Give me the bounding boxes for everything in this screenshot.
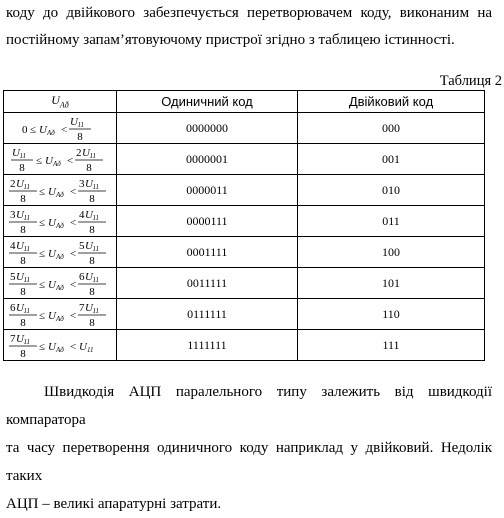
svg-text:11: 11: [19, 151, 26, 160]
svg-text:8: 8: [20, 316, 26, 329]
svg-text:<: <: [67, 154, 74, 167]
binary-code-cell: 001: [298, 144, 485, 175]
table-row: [4, 268, 485, 299]
svg-text:4: 4: [10, 239, 16, 252]
svg-text:8: 8: [89, 254, 95, 267]
svg-text:11: 11: [77, 120, 84, 129]
svg-text:U: U: [70, 115, 78, 128]
svg-text:11: 11: [89, 151, 96, 160]
svg-text:8: 8: [20, 347, 26, 360]
intro-line-2: постійному запам’ятовуючому пристрої згідно з таблицею істинності.: [6, 32, 455, 48]
binary-code-cell: 100: [298, 237, 485, 268]
table-row: [4, 144, 485, 175]
svg-text:8: 8: [20, 192, 26, 205]
svg-text:U: U: [48, 216, 56, 229]
header-input-voltage: $U_{Аð}$: [4, 91, 117, 113]
binary-code-cell: 111: [298, 330, 485, 361]
svg-text:4: 4: [79, 208, 85, 221]
svg-text:≤: ≤: [39, 340, 46, 353]
svg-text:2: 2: [76, 146, 82, 159]
table-row: [4, 237, 485, 268]
svg-text:U: U: [16, 177, 24, 190]
unary-code-cell: 0011111: [117, 268, 298, 299]
voltage-range-cell: [4, 175, 117, 206]
svg-text:U: U: [85, 239, 93, 252]
table-caption: Таблиця 2: [439, 73, 502, 89]
unary-code-cell: 0111111: [117, 299, 298, 330]
svg-text:≤: ≤: [39, 216, 46, 229]
table-row: [4, 113, 485, 144]
svg-text:<: <: [61, 123, 68, 136]
svg-text:11: 11: [23, 182, 30, 191]
header-unary-code: Одиничний код: [117, 91, 298, 113]
svg-text:U: U: [85, 208, 93, 221]
svg-text:11: 11: [23, 244, 30, 253]
svg-text:U: U: [85, 270, 93, 283]
svg-text:≤: ≤: [39, 247, 46, 260]
svg-text:8: 8: [89, 316, 95, 329]
svg-text:U: U: [45, 154, 53, 167]
binary-code-cell: 000: [298, 113, 485, 144]
svg-text:<: <: [70, 247, 77, 260]
svg-text:≤: ≤: [39, 278, 46, 291]
svg-text:≤: ≤: [39, 185, 46, 198]
svg-text:2: 2: [10, 177, 16, 190]
svg-text:8: 8: [89, 223, 95, 236]
svg-text:11: 11: [23, 337, 30, 346]
svg-text:11: 11: [23, 306, 30, 315]
svg-text:Аð: Аð: [56, 314, 64, 323]
intro-paragraph: [6, 0, 492, 54]
svg-text:7: 7: [10, 332, 16, 345]
svg-text:<: <: [70, 216, 77, 229]
svg-text:≤: ≤: [30, 123, 37, 136]
voltage-range-cell: [4, 206, 117, 237]
svg-text:U: U: [48, 340, 56, 353]
svg-text:11: 11: [23, 213, 30, 222]
svg-text:Аð: Аð: [56, 190, 64, 199]
svg-text:Аð: Аð: [56, 221, 64, 230]
svg-text:7: 7: [79, 301, 85, 314]
svg-text:Аð: Аð: [56, 283, 64, 292]
truth-table: [3, 90, 485, 361]
svg-text:11: 11: [87, 345, 94, 354]
svg-text:≤: ≤: [39, 309, 46, 322]
svg-text:8: 8: [20, 285, 26, 298]
binary-code-cell: 101: [298, 268, 485, 299]
svg-text:U: U: [48, 309, 56, 322]
table-row: [4, 299, 485, 330]
svg-text:U: U: [48, 185, 56, 198]
header-binary-code: Двійковий код: [298, 91, 485, 113]
table-row: [4, 330, 485, 361]
svg-text:3: 3: [79, 177, 85, 190]
svg-text:U: U: [48, 278, 56, 291]
svg-text:<: <: [70, 185, 77, 198]
svg-text:U: U: [12, 146, 20, 159]
svg-text:5: 5: [79, 239, 85, 252]
svg-text:U: U: [16, 239, 24, 252]
svg-text:Аð: Аð: [47, 128, 55, 137]
svg-text:11: 11: [23, 275, 30, 284]
svg-text:8: 8: [20, 254, 26, 267]
voltage-range-cell: [4, 144, 117, 175]
unary-code-cell: 0000000: [117, 113, 298, 144]
svg-text:8: 8: [86, 161, 92, 174]
svg-text:3: 3: [10, 208, 16, 221]
svg-text:U: U: [16, 208, 24, 221]
binary-code-cell: 010: [298, 175, 485, 206]
table-row: [4, 175, 485, 206]
svg-text:8: 8: [89, 192, 95, 205]
table-row: [4, 206, 485, 237]
svg-text:11: 11: [92, 213, 99, 222]
voltage-range-cell: [4, 237, 117, 268]
voltage-range-cell: [4, 113, 117, 144]
svg-text:11: 11: [92, 306, 99, 315]
svg-text:U: U: [16, 270, 24, 283]
svg-text:6: 6: [79, 270, 85, 283]
outro-line-3: АЦП – великі апаратурні затрати.: [6, 496, 222, 512]
svg-text:5: 5: [10, 270, 16, 283]
unary-code-cell: 0000001: [117, 144, 298, 175]
svg-text:<: <: [70, 309, 77, 322]
svg-text:8: 8: [19, 161, 25, 174]
binary-code-cell: 110: [298, 299, 485, 330]
voltage-range-cell: [4, 268, 117, 299]
svg-text:Аð: Аð: [56, 252, 64, 261]
unary-code-cell: 0001111: [117, 237, 298, 268]
svg-text:U: U: [16, 332, 24, 345]
svg-text:<: <: [70, 340, 77, 353]
outro-line-1: Швидкодія АЦП паралельного типу залежить від швидкодії компаратора: [6, 384, 492, 428]
svg-text:U: U: [16, 301, 24, 314]
svg-text:8: 8: [77, 130, 83, 143]
outro-paragraph: [6, 378, 492, 518]
svg-text:<: <: [70, 278, 77, 291]
voltage-range-cell: [4, 330, 117, 361]
svg-text:0: 0: [22, 123, 28, 136]
svg-text:U: U: [79, 340, 87, 353]
svg-text:U: U: [85, 301, 93, 314]
svg-text:11: 11: [92, 275, 99, 284]
svg-text:U: U: [85, 177, 93, 190]
unary-code-cell: 0000111: [117, 206, 298, 237]
svg-text:11: 11: [92, 182, 99, 191]
svg-text:6: 6: [10, 301, 16, 314]
svg-text:U: U: [39, 123, 47, 136]
unary-code-cell: 1111111: [117, 330, 298, 361]
svg-text:8: 8: [89, 285, 95, 298]
unary-code-cell: 0000011: [117, 175, 298, 206]
svg-text:Аð: Аð: [56, 345, 64, 354]
voltage-range-cell: [4, 299, 117, 330]
table-header-row: [4, 91, 485, 113]
svg-text:11: 11: [92, 244, 99, 253]
svg-text:Аð: Аð: [53, 159, 61, 168]
intro-line-1: коду до двійкового забезпечується перетворювачем коду, виконаним на: [6, 5, 492, 21]
table-body: [4, 113, 485, 361]
svg-text:≤: ≤: [36, 154, 43, 167]
svg-text:U: U: [48, 247, 56, 260]
svg-text:U: U: [82, 146, 90, 159]
binary-code-cell: 011: [298, 206, 485, 237]
svg-text:8: 8: [20, 223, 26, 236]
outro-line-2: та часу перетворення одиничного коду наприклад у двійковий. Недолік таких: [6, 440, 492, 484]
